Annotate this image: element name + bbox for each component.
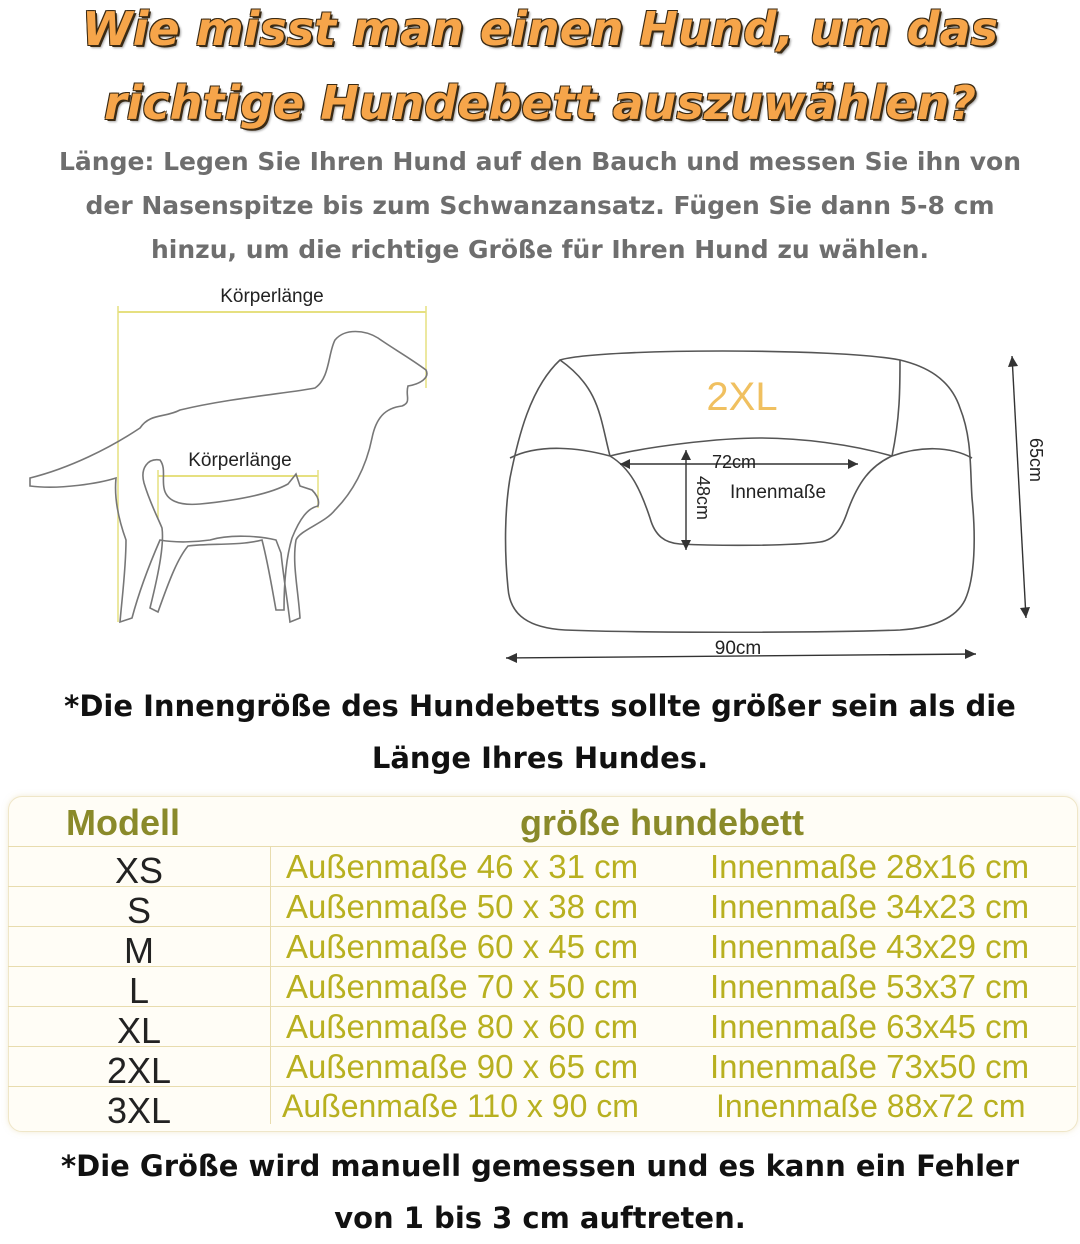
row-model: S xyxy=(126,890,151,931)
row-outer-size: Außenmaße 50 x 38 cm xyxy=(286,888,639,925)
outer-depth-label: 65cm xyxy=(1026,438,1046,483)
row-model: M xyxy=(124,930,154,971)
row-inner-size: Innenmaße 88x72 cm xyxy=(716,1088,1026,1124)
measurement-illustration xyxy=(0,278,1080,673)
table-row xyxy=(8,966,1076,1011)
inner-depth-label: 48cm xyxy=(693,476,713,521)
row-model: 3XL xyxy=(106,1090,172,1131)
row-model: L xyxy=(128,970,150,1011)
measurement-error-note xyxy=(0,1140,1080,1244)
row-inner-size: Innenmaße 73x50 cm xyxy=(710,1048,1030,1085)
row-inner-size: Innenmaße 63x45 cm xyxy=(710,1008,1030,1045)
row-outer-size: Außenmaße 60 x 45 cm xyxy=(286,928,639,965)
row-inner-size: Innenmaße 34x23 cm xyxy=(710,888,1030,925)
row-outer-size: Außenmaße 46 x 31 cm xyxy=(286,848,639,885)
row-model: XL xyxy=(116,1010,162,1051)
page-title-line-1: Wie misst man einen Hund, um das xyxy=(81,2,999,56)
table-row xyxy=(8,846,1076,891)
intro-line-2: der Nasenspitze bis zum Schwanzansatz. Fügen Sie dann 5-8 cm xyxy=(85,191,995,220)
cat-dimension xyxy=(158,450,318,518)
row-outer-size: Außenmaße 70 x 50 cm xyxy=(286,968,639,1005)
page-title-line-2: richtige Hundebett auszuwählen? xyxy=(104,76,976,130)
table-row xyxy=(8,1006,1076,1051)
outer-width-label: 90cm xyxy=(714,638,762,659)
measurement-error-note-line-2: von 1 bis 3 cm auftreten. xyxy=(334,1201,746,1235)
row-outer-size: Außenmaße 90 x 65 cm xyxy=(286,1048,639,1085)
inner-size-note-line-1: *Die Innengröße des Hundebetts sollte größer sein als die xyxy=(64,689,1016,723)
cat-length-label: Körperlänge xyxy=(188,450,292,471)
intro-line-3: hinzu, um die richtige Größe für Ihren Hund zu wählen. xyxy=(151,235,929,264)
measurement-error-note-line-1: *Die Größe wird manuell gemessen und es kann ein Fehler xyxy=(60,1149,1020,1183)
bed-size-label: 2XL xyxy=(706,375,778,419)
inner-width-label: 72cm xyxy=(711,452,757,472)
row-inner-size: Innenmaße 43x29 cm xyxy=(710,928,1030,965)
table-row xyxy=(8,886,1076,931)
intro-line-1: Länge: Legen Sie Ihren Hund auf den Bauch und messen Sie ihn von xyxy=(58,147,1022,176)
table-row xyxy=(8,1086,1076,1131)
table-row xyxy=(8,1046,1076,1091)
intro-paragraph xyxy=(20,140,1060,272)
row-outer-size: Außenmaße 110 x 90 cm xyxy=(282,1088,639,1124)
bed-diagram xyxy=(506,351,1046,663)
inner-size-note-line-2: Länge Ihres Hundes. xyxy=(371,741,709,775)
row-outer-size: Außenmaße 80 x 60 cm xyxy=(286,1008,639,1045)
row-model: XS xyxy=(114,850,164,891)
row-model: 2XL xyxy=(106,1050,172,1091)
dog-length-label: Körperlänge xyxy=(220,286,324,307)
table-header-model: Modell xyxy=(66,802,180,843)
table-header-size: größe hundebett xyxy=(520,802,804,843)
table-row xyxy=(8,926,1076,971)
row-inner-size: Innenmaße 28x16 cm xyxy=(710,848,1030,885)
inner-size-note xyxy=(0,680,1080,784)
row-inner-size: Innenmaße 53x37 cm xyxy=(710,968,1030,1005)
inner-dimensions-label: Innenmaße xyxy=(729,482,827,503)
